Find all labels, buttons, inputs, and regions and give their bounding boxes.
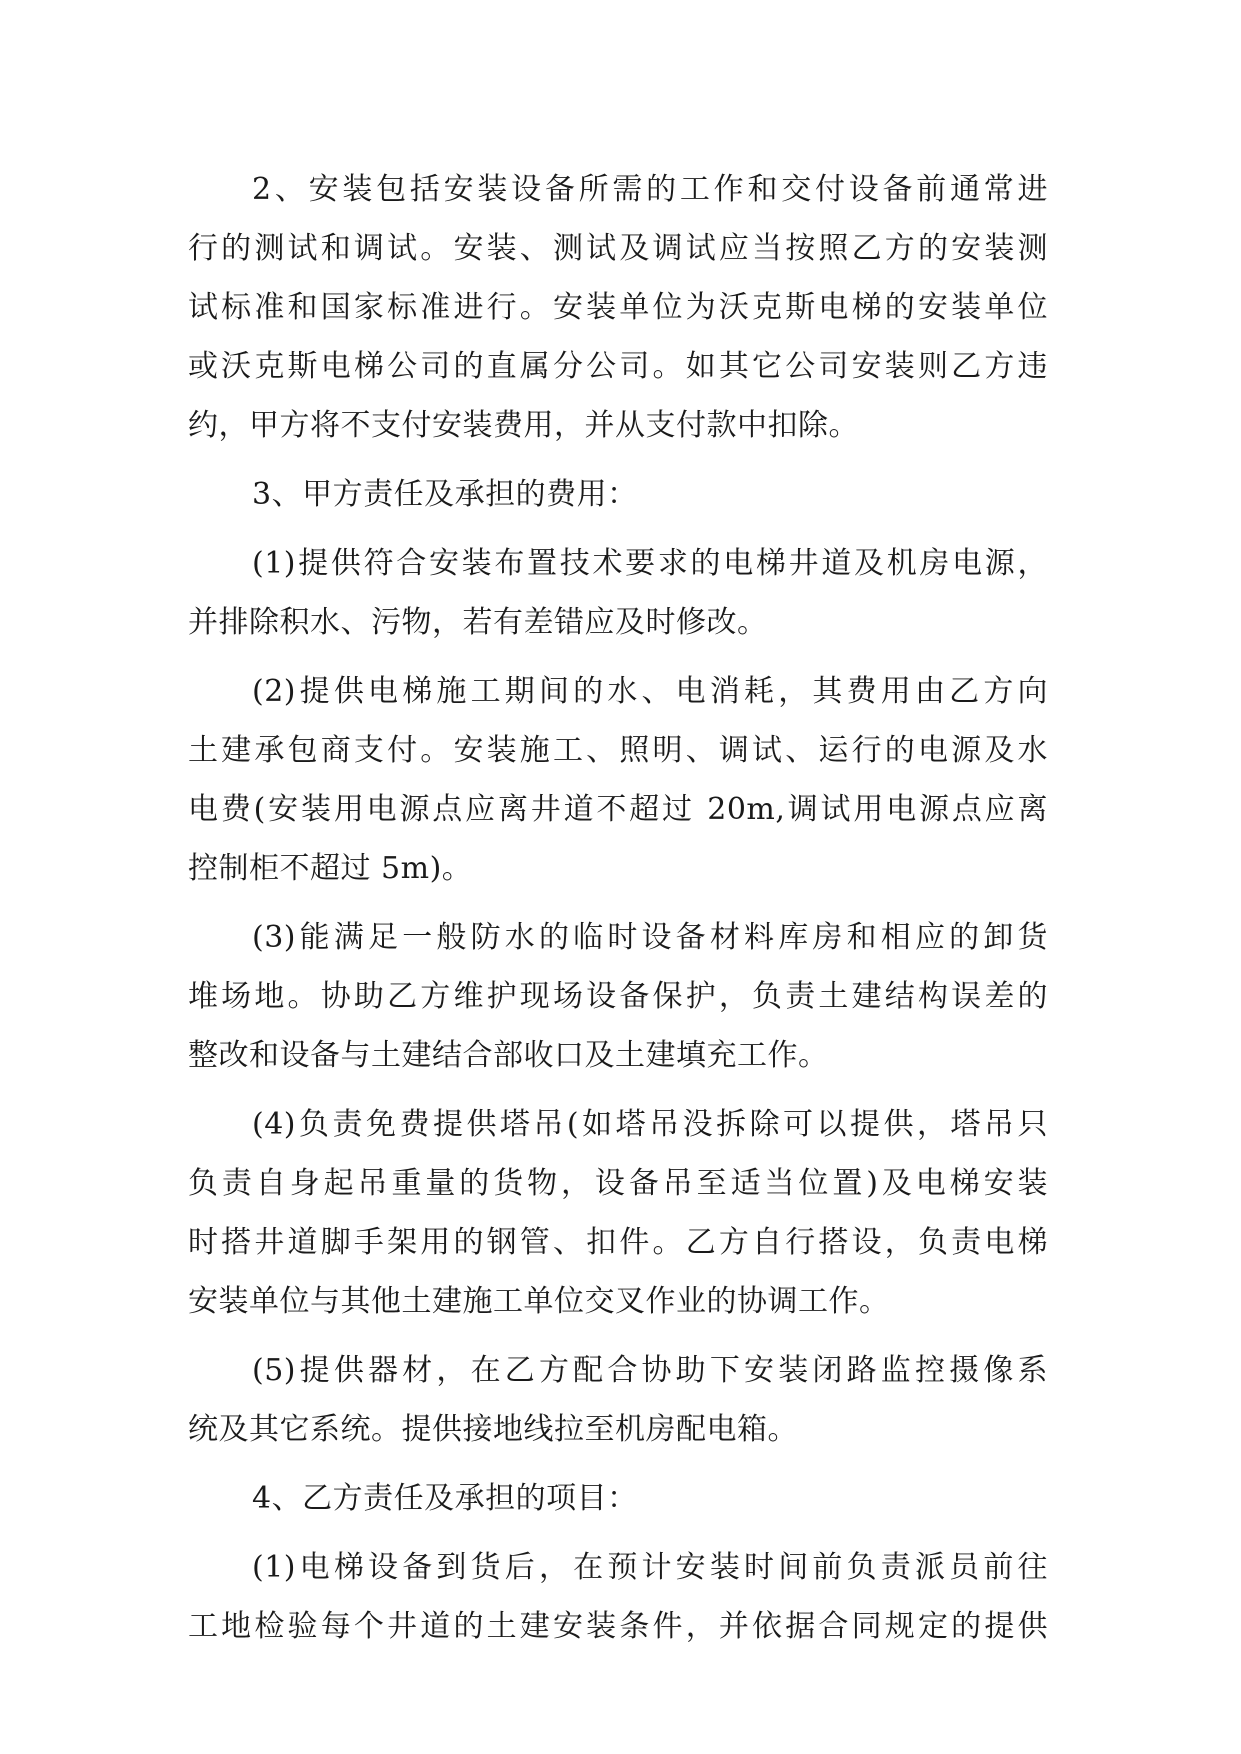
text-line: 4、乙方责任及承担的项目： <box>252 1481 638 1516</box>
text-line: 负责自身起吊重量的货物，设备吊至适当位置)及电梯安装 <box>188 1166 1048 1201</box>
text-line: 约，甲方将不支付安装费用，并从支付款中扣除。 <box>188 408 859 443</box>
document-page <box>188 160 1048 1656</box>
text-line: 整改和设备与土建结合部收口及土建填充工作。 <box>188 1038 829 1073</box>
text-line: (1)提供符合安装布置技术要求的电梯井道及机房电源， <box>252 546 1048 581</box>
paragraph-item-3-1 <box>188 534 1048 652</box>
text-line: (5)提供器材，在乙方配合协助下安装闭路监控摄像系 <box>252 1353 1048 1388</box>
text-line: 安装单位与其他土建施工单位交叉作业的协调工作。 <box>188 1284 890 1319</box>
text-line: (1)电梯设备到货后，在预计安装时间前负责派员前往 <box>252 1550 1048 1585</box>
text-line: 时搭井道脚手架用的钢管、扣件。乙方自行搭设，负责电梯 <box>188 1225 1048 1260</box>
text-line: 控制柜不超过 5m)。 <box>188 851 473 886</box>
text-line: 电费(安装用电源点应离井道不超过 20m,调试用电源点应离 <box>188 792 1048 827</box>
paragraph-item-4-1 <box>188 1538 1048 1656</box>
text-line: 试标准和国家标准进行。安装单位为沃克斯电梯的安装单位 <box>188 290 1048 325</box>
text-line: 或沃克斯电梯公司的直属分公司。如其它公司安装则乙方违 <box>188 349 1048 384</box>
paragraph-item-3-2 <box>188 662 1048 898</box>
text-line: (3)能满足一般防水的临时设备材料库房和相应的卸货 <box>252 920 1048 955</box>
text-line: 统及其它系统。提供接地线拉至机房配电箱。 <box>188 1412 798 1447</box>
paragraph-item-4-heading <box>188 1469 1048 1528</box>
paragraph-item-3-heading <box>188 465 1048 524</box>
text-line: (4)负责免费提供塔吊(如塔吊没拆除可以提供，塔吊只 <box>252 1107 1048 1142</box>
paragraph-item-3-4 <box>188 1095 1048 1331</box>
paragraph-item-3-3 <box>188 908 1048 1085</box>
paragraph-item-3-5 <box>188 1341 1048 1459</box>
text-line: 3、甲方责任及承担的费用： <box>252 477 638 512</box>
text-line: 堆场地。协助乙方维护现场设备保护，负责土建结构误差的 <box>188 979 1048 1014</box>
text-line: 并排除积水、污物，若有差错应及时修改。 <box>188 605 768 640</box>
text-line: 工地检验每个井道的土建安装条件，并依据合同规定的提供 <box>188 1609 1048 1644</box>
text-line: (2)提供电梯施工期间的水、电消耗，其费用由乙方向 <box>252 674 1048 709</box>
text-line: 行的测试和调试。安装、测试及调试应当按照乙方的安装测 <box>188 231 1048 266</box>
paragraph-item-2 <box>188 160 1048 455</box>
text-line: 土建承包商支付。安装施工、照明、调试、运行的电源及水 <box>188 733 1048 768</box>
text-line: 2、安装包括安装设备所需的工作和交付设备前通常进 <box>252 172 1048 207</box>
